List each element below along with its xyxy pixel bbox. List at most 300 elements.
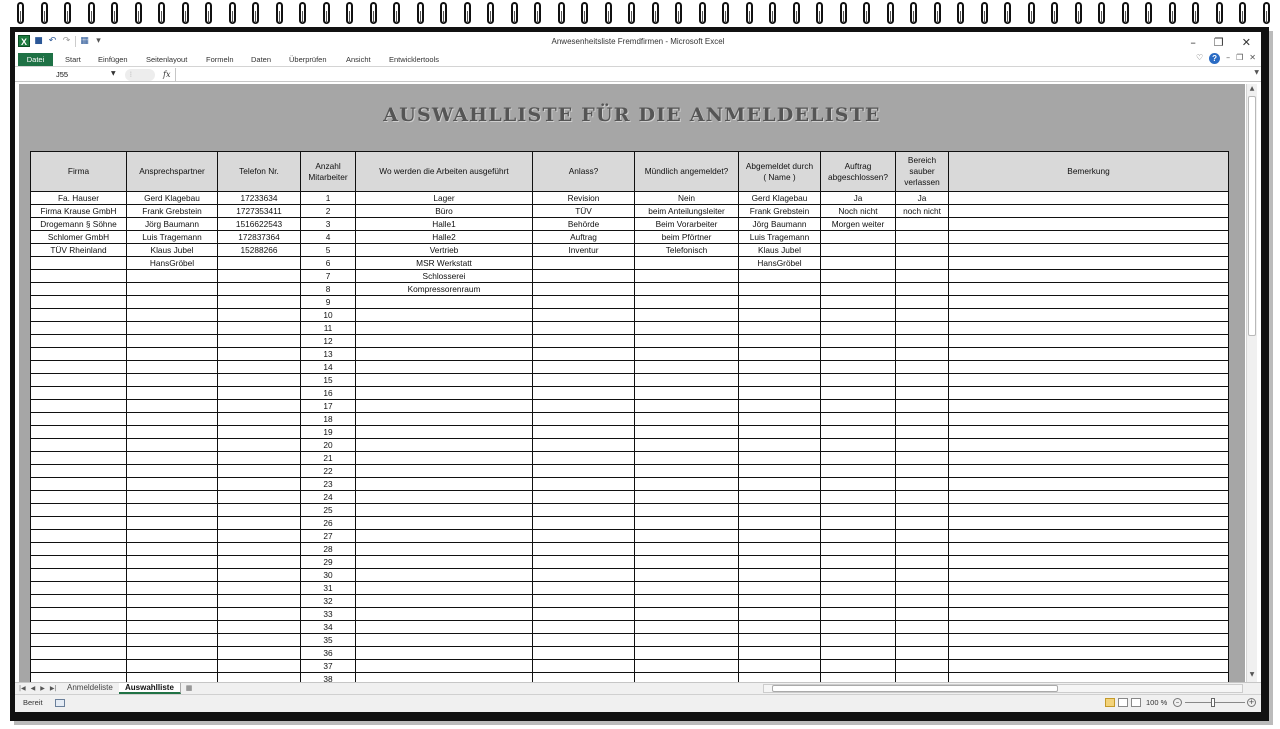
last-sheet-icon[interactable]: ▶|	[49, 685, 57, 692]
table-cell[interactable]: 31	[301, 582, 356, 595]
table-cell[interactable]	[533, 322, 635, 335]
table-cell[interactable]	[896, 400, 949, 413]
table-cell[interactable]	[896, 634, 949, 647]
table-cell[interactable]	[533, 309, 635, 322]
table-cell[interactable]: Kompressorenraum	[356, 283, 533, 296]
table-cell[interactable]: Drogemann § Söhne	[31, 218, 127, 231]
doc-close-icon[interactable]: ✕	[1249, 53, 1256, 62]
table-cell[interactable]	[31, 504, 127, 517]
table-cell[interactable]	[31, 452, 127, 465]
table-cell[interactable]: 13	[301, 348, 356, 361]
table-cell[interactable]	[127, 608, 218, 621]
minimize-icon[interactable]: –	[1190, 36, 1196, 49]
table-cell[interactable]	[896, 517, 949, 530]
normal-view-icon[interactable]	[1105, 698, 1115, 707]
table-cell[interactable]	[356, 517, 533, 530]
table-cell[interactable]	[949, 296, 1229, 309]
page-layout-view-icon[interactable]	[1118, 698, 1128, 707]
table-cell[interactable]: 36	[301, 647, 356, 660]
table-cell[interactable]: 32	[301, 595, 356, 608]
table-cell[interactable]	[949, 361, 1229, 374]
table-cell[interactable]: 28	[301, 543, 356, 556]
horizontal-scrollbar[interactable]	[763, 684, 1243, 693]
table-cell[interactable]	[127, 621, 218, 634]
table-cell[interactable]	[949, 283, 1229, 296]
tab-formeln[interactable]: Formeln	[206, 55, 234, 64]
table-cell[interactable]	[949, 465, 1229, 478]
table-cell[interactable]	[533, 660, 635, 673]
table-cell[interactable]	[635, 348, 739, 361]
table-cell[interactable]	[31, 387, 127, 400]
table-cell[interactable]	[218, 478, 301, 491]
table-cell[interactable]	[739, 634, 821, 647]
table-cell[interactable]	[635, 309, 739, 322]
table-cell[interactable]: Inventur	[533, 244, 635, 257]
sheet-tab-anmeldeliste[interactable]: Anmeldeliste	[61, 683, 120, 694]
table-cell[interactable]	[949, 322, 1229, 335]
table-cell[interactable]	[949, 257, 1229, 270]
table-cell[interactable]	[356, 595, 533, 608]
table-cell[interactable]	[896, 270, 949, 283]
help-icon[interactable]: ?	[1209, 53, 1220, 64]
table-cell[interactable]: Klaus Jubel	[127, 244, 218, 257]
table-cell[interactable]	[896, 387, 949, 400]
table-cell[interactable]	[533, 270, 635, 283]
table-cell[interactable]	[127, 673, 218, 683]
table-cell[interactable]	[635, 400, 739, 413]
table-cell[interactable]	[31, 439, 127, 452]
restore-icon[interactable]: ❐	[1213, 36, 1224, 49]
table-cell[interactable]	[896, 335, 949, 348]
table-cell[interactable]	[127, 595, 218, 608]
table-cell[interactable]	[739, 621, 821, 634]
table-cell[interactable]	[635, 283, 739, 296]
table-cell[interactable]	[821, 660, 896, 673]
table-cell[interactable]	[31, 569, 127, 582]
table-cell[interactable]	[739, 387, 821, 400]
scroll-down-icon[interactable]: ▼	[1249, 671, 1255, 678]
zoom-in-icon[interactable]: +	[1248, 698, 1255, 706]
table-cell[interactable]	[533, 413, 635, 426]
table-cell[interactable]	[635, 361, 739, 374]
table-cell[interactable]	[821, 244, 896, 257]
table-cell[interactable]	[31, 400, 127, 413]
table-cell[interactable]	[635, 322, 739, 335]
table-cell[interactable]	[821, 335, 896, 348]
table-cell[interactable]	[739, 452, 821, 465]
table-cell[interactable]	[949, 673, 1229, 683]
table-cell[interactable]	[356, 374, 533, 387]
table-cell[interactable]	[356, 426, 533, 439]
table-cell[interactable]	[218, 621, 301, 634]
table-cell[interactable]	[533, 504, 635, 517]
table-cell[interactable]	[739, 426, 821, 439]
table-cell[interactable]	[635, 530, 739, 543]
table-cell[interactable]: 34	[301, 621, 356, 634]
print-preview-icon[interactable]: ▦	[80, 35, 89, 46]
table-cell[interactable]	[533, 530, 635, 543]
column-header[interactable]	[739, 152, 821, 192]
table-cell[interactable]	[127, 296, 218, 309]
table-cell[interactable]	[821, 621, 896, 634]
tab-daten[interactable]: Daten	[251, 55, 272, 64]
table-cell[interactable]	[949, 517, 1229, 530]
table-cell[interactable]: 21	[301, 452, 356, 465]
table-cell[interactable]	[218, 309, 301, 322]
table-cell[interactable]	[356, 660, 533, 673]
table-cell[interactable]	[31, 556, 127, 569]
table-cell[interactable]	[31, 621, 127, 634]
table-cell[interactable]	[356, 465, 533, 478]
table-cell[interactable]	[31, 374, 127, 387]
column-header[interactable]	[356, 152, 533, 192]
table-cell[interactable]	[739, 504, 821, 517]
table-cell[interactable]: 2	[301, 205, 356, 218]
table-cell[interactable]	[127, 504, 218, 517]
table-cell[interactable]	[356, 439, 533, 452]
table-cell[interactable]	[896, 322, 949, 335]
table-cell[interactable]	[896, 647, 949, 660]
table-cell[interactable]	[949, 595, 1229, 608]
table-cell[interactable]	[127, 660, 218, 673]
table-cell[interactable]	[218, 452, 301, 465]
fx-icon[interactable]: fx	[163, 70, 171, 79]
table-cell[interactable]	[533, 478, 635, 491]
doc-minimize-icon[interactable]: –	[1226, 53, 1231, 62]
table-cell[interactable]	[635, 478, 739, 491]
table-cell[interactable]	[127, 309, 218, 322]
table-cell[interactable]	[127, 270, 218, 283]
table-cell[interactable]: Luis Tragemann	[739, 231, 821, 244]
table-cell[interactable]	[31, 582, 127, 595]
table-cell[interactable]	[31, 530, 127, 543]
table-cell[interactable]	[31, 595, 127, 608]
table-cell[interactable]	[821, 348, 896, 361]
vertical-scroll-thumb[interactable]	[1248, 96, 1256, 336]
table-cell[interactable]	[896, 465, 949, 478]
table-cell[interactable]	[127, 517, 218, 530]
table-cell[interactable]	[739, 465, 821, 478]
table-cell[interactable]	[356, 569, 533, 582]
table-cell[interactable]	[635, 595, 739, 608]
table-cell[interactable]	[635, 426, 739, 439]
table-cell[interactable]	[533, 621, 635, 634]
table-cell[interactable]: Auftrag	[533, 231, 635, 244]
table-cell[interactable]: Firma Krause GmbH	[31, 205, 127, 218]
table-cell[interactable]	[356, 478, 533, 491]
table-cell[interactable]	[949, 647, 1229, 660]
table-cell[interactable]	[533, 647, 635, 660]
table-cell[interactable]	[218, 296, 301, 309]
table-cell[interactable]	[635, 335, 739, 348]
table-cell[interactable]	[739, 543, 821, 556]
save-icon[interactable]: ■	[34, 35, 43, 46]
table-cell[interactable]	[31, 348, 127, 361]
undo-icon[interactable]: ↶	[48, 35, 57, 46]
table-cell[interactable]	[356, 413, 533, 426]
table-cell[interactable]: Frank Grebstein	[127, 205, 218, 218]
table-cell[interactable]	[949, 569, 1229, 582]
table-cell[interactable]	[356, 608, 533, 621]
table-cell[interactable]	[356, 296, 533, 309]
table-cell[interactable]: Lager	[356, 192, 533, 205]
table-cell[interactable]	[896, 296, 949, 309]
table-cell[interactable]	[821, 543, 896, 556]
table-cell[interactable]	[739, 556, 821, 569]
table-cell[interactable]	[949, 478, 1229, 491]
table-cell[interactable]	[739, 569, 821, 582]
table-cell[interactable]: MSR Werkstatt	[356, 257, 533, 270]
table-cell[interactable]	[739, 361, 821, 374]
table-cell[interactable]	[533, 491, 635, 504]
table-cell[interactable]	[127, 426, 218, 439]
table-cell[interactable]	[821, 270, 896, 283]
table-cell[interactable]	[739, 270, 821, 283]
table-cell[interactable]	[635, 517, 739, 530]
table-cell[interactable]: Schlomer GmbH	[31, 231, 127, 244]
table-cell[interactable]	[31, 543, 127, 556]
table-cell[interactable]	[949, 413, 1229, 426]
table-cell[interactable]	[739, 283, 821, 296]
table-cell[interactable]: Halle2	[356, 231, 533, 244]
tab-start[interactable]: Start	[65, 55, 81, 64]
table-cell[interactable]	[127, 361, 218, 374]
table-cell[interactable]	[635, 504, 739, 517]
table-cell[interactable]	[949, 491, 1229, 504]
table-cell[interactable]	[739, 660, 821, 673]
table-cell[interactable]: Nein	[635, 192, 739, 205]
table-cell[interactable]	[218, 595, 301, 608]
table-cell[interactable]	[218, 504, 301, 517]
table-cell[interactable]	[218, 400, 301, 413]
table-cell[interactable]	[739, 608, 821, 621]
table-cell[interactable]	[739, 595, 821, 608]
column-header[interactable]	[533, 152, 635, 192]
table-cell[interactable]	[356, 400, 533, 413]
table-cell[interactable]	[896, 309, 949, 322]
table-cell[interactable]	[31, 296, 127, 309]
table-cell[interactable]	[896, 478, 949, 491]
prev-sheet-icon[interactable]: ◀	[30, 685, 36, 692]
table-cell[interactable]	[533, 387, 635, 400]
table-cell[interactable]	[821, 296, 896, 309]
table-cell[interactable]: Noch nicht	[821, 205, 896, 218]
table-cell[interactable]	[356, 504, 533, 517]
table-cell[interactable]	[127, 452, 218, 465]
tab-einfuegen[interactable]: Einfügen	[98, 55, 128, 64]
table-cell[interactable]	[218, 439, 301, 452]
table-cell[interactable]	[218, 491, 301, 504]
table-cell[interactable]	[533, 595, 635, 608]
zoom-level[interactable]: 100 %	[1146, 698, 1168, 707]
table-cell[interactable]	[31, 309, 127, 322]
table-cell[interactable]	[356, 673, 533, 683]
table-cell[interactable]	[739, 374, 821, 387]
doc-restore-icon[interactable]: ❐	[1236, 53, 1244, 62]
table-cell[interactable]	[821, 465, 896, 478]
table-cell[interactable]	[533, 426, 635, 439]
table-cell[interactable]: Schlosserei	[356, 270, 533, 283]
table-cell[interactable]	[533, 283, 635, 296]
expand-formula-icon[interactable]: ▼	[1254, 69, 1259, 76]
table-cell[interactable]	[218, 465, 301, 478]
table-cell[interactable]: 12	[301, 335, 356, 348]
table-cell[interactable]	[635, 452, 739, 465]
table-cell[interactable]	[356, 335, 533, 348]
table-cell[interactable]: 15	[301, 374, 356, 387]
table-cell[interactable]	[949, 192, 1229, 205]
table-cell[interactable]	[896, 361, 949, 374]
table-cell[interactable]	[949, 335, 1229, 348]
table-cell[interactable]	[31, 283, 127, 296]
table-cell[interactable]	[533, 556, 635, 569]
formula-bar-grip-icon[interactable]: ⋮	[125, 69, 155, 81]
table-cell[interactable]: 23	[301, 478, 356, 491]
tab-entwicklertools[interactable]: Entwicklertools	[389, 55, 440, 64]
table-cell[interactable]	[896, 452, 949, 465]
table-cell[interactable]	[218, 387, 301, 400]
table-cell[interactable]	[356, 387, 533, 400]
table-cell[interactable]: beim Anteilungsleiter	[635, 205, 739, 218]
table-cell[interactable]	[896, 413, 949, 426]
table-cell[interactable]	[896, 283, 949, 296]
table-cell[interactable]	[635, 660, 739, 673]
table-cell[interactable]	[218, 322, 301, 335]
table-cell[interactable]	[218, 335, 301, 348]
table-cell[interactable]	[218, 374, 301, 387]
table-cell[interactable]	[635, 582, 739, 595]
table-cell[interactable]	[739, 413, 821, 426]
table-cell[interactable]: Ja	[821, 192, 896, 205]
table-cell[interactable]	[949, 439, 1229, 452]
table-cell[interactable]: 20	[301, 439, 356, 452]
redo-icon[interactable]: ↷	[62, 35, 71, 46]
table-cell[interactable]	[533, 296, 635, 309]
table-cell[interactable]	[896, 491, 949, 504]
table-cell[interactable]: 30	[301, 569, 356, 582]
table-cell[interactable]: Revision	[533, 192, 635, 205]
table-cell[interactable]: 17	[301, 400, 356, 413]
table-cell[interactable]	[533, 257, 635, 270]
table-cell[interactable]	[635, 374, 739, 387]
table-cell[interactable]: TÜV Rheinland	[31, 244, 127, 257]
table-cell[interactable]	[533, 439, 635, 452]
table-cell[interactable]: noch nicht	[896, 205, 949, 218]
table-cell[interactable]	[949, 530, 1229, 543]
customize-toolbar-icon[interactable]: ▾	[96, 35, 101, 46]
table-cell[interactable]	[127, 439, 218, 452]
table-cell[interactable]: 3	[301, 218, 356, 231]
table-cell[interactable]	[821, 556, 896, 569]
table-cell[interactable]	[821, 634, 896, 647]
table-cell[interactable]	[821, 283, 896, 296]
table-cell[interactable]: 14	[301, 361, 356, 374]
table-cell[interactable]	[739, 322, 821, 335]
table-cell[interactable]	[533, 348, 635, 361]
zoom-slider-track[interactable]	[1185, 702, 1245, 703]
table-cell[interactable]	[739, 478, 821, 491]
table-cell[interactable]: Jörg Baumann	[739, 218, 821, 231]
table-cell[interactable]	[739, 348, 821, 361]
first-sheet-icon[interactable]: |◀	[19, 685, 26, 692]
table-cell[interactable]	[218, 608, 301, 621]
table-cell[interactable]	[218, 530, 301, 543]
table-cell[interactable]	[635, 491, 739, 504]
table-cell[interactable]: 22	[301, 465, 356, 478]
table-cell[interactable]	[127, 634, 218, 647]
table-cell[interactable]	[739, 517, 821, 530]
table-cell[interactable]	[635, 413, 739, 426]
table-cell[interactable]	[896, 257, 949, 270]
tab-datei[interactable]: Datei	[18, 53, 53, 66]
table-cell[interactable]	[356, 452, 533, 465]
table-cell[interactable]	[821, 647, 896, 660]
table-cell[interactable]	[821, 530, 896, 543]
table-cell[interactable]: 11	[301, 322, 356, 335]
table-cell[interactable]: Ja	[896, 192, 949, 205]
table-cell[interactable]	[127, 530, 218, 543]
table-cell[interactable]	[533, 465, 635, 478]
table-cell[interactable]: 6	[301, 257, 356, 270]
table-cell[interactable]	[218, 556, 301, 569]
chevron-down-icon[interactable]: ▼	[111, 70, 116, 77]
table-cell[interactable]	[31, 335, 127, 348]
table-cell[interactable]: 9	[301, 296, 356, 309]
table-cell[interactable]	[218, 543, 301, 556]
table-cell[interactable]: Jörg Baumann	[127, 218, 218, 231]
table-cell[interactable]	[533, 673, 635, 683]
table-cell[interactable]	[896, 595, 949, 608]
zoom-slider-thumb[interactable]	[1211, 698, 1215, 707]
column-header[interactable]	[896, 152, 949, 192]
table-cell[interactable]	[31, 673, 127, 683]
macro-record-icon[interactable]	[55, 699, 65, 707]
table-cell[interactable]	[356, 322, 533, 335]
table-cell[interactable]	[635, 647, 739, 660]
table-cell[interactable]	[635, 439, 739, 452]
table-cell[interactable]: 24	[301, 491, 356, 504]
table-cell[interactable]	[821, 452, 896, 465]
table-cell[interactable]: HansGröbel	[127, 257, 218, 270]
table-cell[interactable]	[821, 478, 896, 491]
table-cell[interactable]	[896, 673, 949, 683]
table-cell[interactable]	[949, 244, 1229, 257]
table-cell[interactable]: 1	[301, 192, 356, 205]
table-cell[interactable]	[533, 517, 635, 530]
table-cell[interactable]	[218, 569, 301, 582]
table-cell[interactable]	[949, 348, 1229, 361]
table-cell[interactable]	[821, 374, 896, 387]
column-header[interactable]	[949, 152, 1229, 192]
table-cell[interactable]: HansGröbel	[739, 257, 821, 270]
table-cell[interactable]: Gerd Klagebau	[739, 192, 821, 205]
table-cell[interactable]	[821, 517, 896, 530]
table-cell[interactable]: 1516622543	[218, 218, 301, 231]
table-cell[interactable]	[218, 582, 301, 595]
table-cell[interactable]	[896, 569, 949, 582]
table-cell[interactable]	[31, 647, 127, 660]
table-cell[interactable]	[896, 374, 949, 387]
table-cell[interactable]: TÜV	[533, 205, 635, 218]
table-cell[interactable]	[949, 621, 1229, 634]
table-cell[interactable]	[31, 608, 127, 621]
table-cell[interactable]	[949, 387, 1229, 400]
column-header[interactable]	[821, 152, 896, 192]
ribbon-collapse-icon[interactable]: ♡	[1195, 53, 1204, 62]
table-cell[interactable]	[949, 452, 1229, 465]
table-cell[interactable]	[821, 257, 896, 270]
table-cell[interactable]	[533, 608, 635, 621]
